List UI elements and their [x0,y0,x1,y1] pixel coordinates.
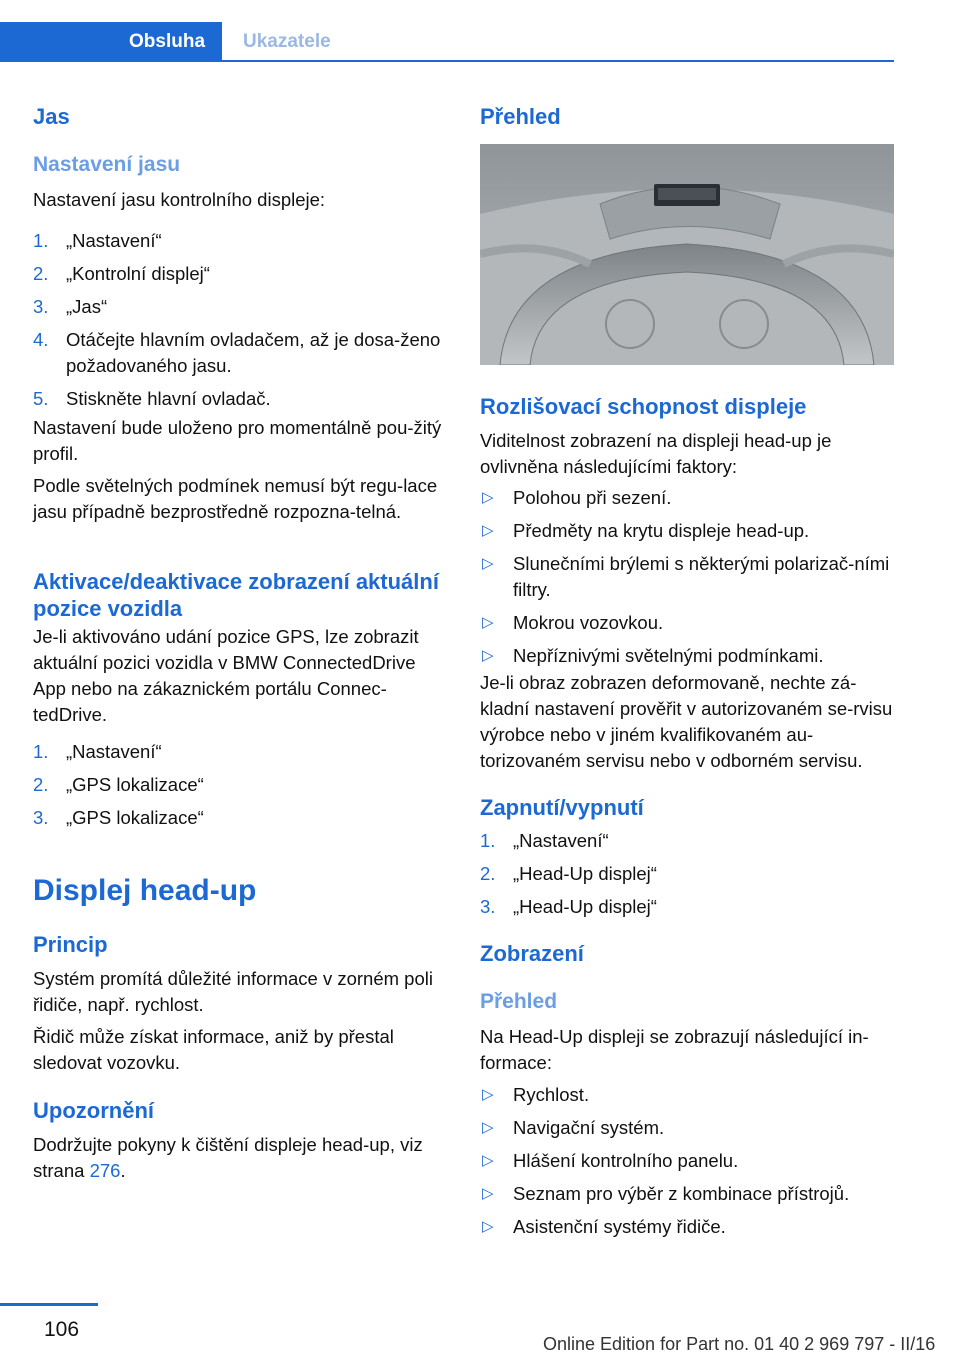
step-item [33,327,443,379]
step-number: 4. [33,329,49,350]
step-number: 5. [33,388,49,409]
section-title-aktivace: Aktivace/deaktivace zobrazení aktuální pozice vozidla [33,569,439,621]
paragraph-nastaveni-intro: Nastavení jasu kontrolního displeje: [33,189,326,210]
tab-obsluha-label: Obsluha [129,31,206,52]
bullet-text: Seznam pro výběr z kombinace přístrojů. [513,1183,850,1204]
step-number: 1. [33,741,49,762]
bullet-item [480,1181,894,1207]
paragraph-princip-1: Systém promítá důležité informace v zorném poli řidiče, např. rychlost. [33,968,433,1015]
paragraph-rozlisovaci: Viditelnost zobrazení na displeji head-up je ovlivněna následujícími faktory: [480,430,832,477]
step-item [480,828,894,854]
steps-list-jas [33,228,443,419]
section-title-princip: Princip [33,932,108,957]
header-rule [0,60,894,62]
page-number: 106 [44,1318,80,1341]
tab-ukazatele[interactable]: Ukazatele [243,31,331,52]
paragraph-aktivace: Je-li aktivováno udání pozice GPS, lze zobrazit aktuální pozici vozidla v BMW ConnectedDrive App nebo na zákaznickém portálu Connec‐tedDrive. [33,626,419,725]
step-number: 2. [33,774,49,795]
step-text: „Jas“ [66,296,108,317]
step-item [33,805,443,831]
paragraph-nastaveni-ulozeno: Nastavení bude uloženo pro momentálně pou‐žitý profil. [33,417,442,464]
bullet-text: Polohou při sezení. [513,487,672,508]
edition-text: Online Edition for Part no. 01 40 2 969 797 - II/16 [543,1334,936,1354]
upozorneni-text: Dodržujte pokyny k čištění displeje head-up, viz strana [33,1134,423,1181]
triangle-bullet-icon: ▷ [482,614,494,631]
step-text: „Nastavení“ [66,230,162,251]
bullet-item [480,1148,894,1174]
bullet-text: Hlášení kontrolního panelu. [513,1150,739,1171]
bullet-text: Mokrou vozovkou. [513,612,664,633]
step-item [480,894,894,920]
steps-list-head-up [480,828,894,927]
step-text: Stiskněte hlavní ovladač. [66,388,271,409]
step-text: „Head-Up displej“ [513,863,657,884]
step-item [33,261,443,287]
footer-rule [0,1303,98,1306]
steps-list-gps [33,739,443,838]
step-text: „GPS lokalizace“ [66,807,204,828]
step-text: „Nastavení“ [513,830,609,851]
triangle-bullet-icon: ▷ [482,1152,494,1169]
subsection-title-prehled: Přehled [480,990,558,1013]
triangle-bullet-icon: ▷ [482,1218,494,1235]
step-text: „Kontrolní displej“ [66,263,210,284]
step-item [33,386,443,412]
bullet-item [480,643,894,669]
step-number: 3. [33,807,49,828]
section-title-jas: Jas [33,104,70,129]
step-item [33,294,443,320]
step-text: „Head-Up displej“ [513,896,657,917]
bullet-text: Navigační systém. [513,1117,665,1138]
triangle-bullet-icon: ▷ [482,1185,494,1202]
step-item [33,228,443,254]
bullet-text: Slunečními brýlemi s některými polarizač‐ními filtry. [513,553,890,600]
triangle-bullet-icon: ▷ [482,489,494,506]
step-number: 2. [33,263,49,284]
bullet-text: Předměty na krytu displeje head-up. [513,520,810,541]
bullet-item [480,1115,894,1141]
header-tabs [0,22,894,62]
triangle-bullet-icon: ▷ [482,1086,494,1103]
bullet-text: Rychlost. [513,1084,590,1105]
tab-obsluha[interactable] [0,22,222,60]
bullet-item [480,1214,894,1240]
dashboard-illustration [480,144,894,365]
step-number: 1. [33,230,49,251]
step-item [33,772,443,798]
subsection-title-nastaveni-jasu: Nastavení jasu [33,153,181,176]
display-items-list [480,1082,894,1247]
bullet-item [480,485,894,511]
triangle-bullet-icon: ▷ [482,1119,494,1136]
head-up-display-figure [480,144,894,365]
paragraph-svetelne-podminky: Podle světelných podmínek nemusí být regu‐lace jasu případně bezprostředně rozpozna‐telná. [33,475,438,522]
paragraph-princip-2: Řidič může získat informace, aniž by přestal sledovat vozovku. [33,1026,394,1073]
bullet-text: Asistenční systémy řidiče. [513,1216,726,1237]
step-number: 3. [480,896,496,917]
section-title-zobrazeni: Zobrazení [480,941,584,966]
step-item [480,861,894,887]
paragraph-prehled: Na Head-Up displeji se zobrazují následující in‐formace: [480,1026,869,1073]
section-title-zapnuti: Zapnutí/vypnutí [480,795,644,820]
upozorneni-end: . [120,1160,126,1181]
triangle-bullet-icon: ▷ [482,522,494,539]
step-text: „Nastavení“ [66,741,162,762]
factors-list [480,485,894,676]
bullet-item [480,551,894,603]
section-title-prehled: Přehled [480,104,561,129]
triangle-bullet-icon: ▷ [482,555,494,572]
triangle-bullet-icon: ▷ [482,647,494,664]
bullet-item [480,610,894,636]
step-text: „GPS lokalizace“ [66,774,204,795]
section-title-upozorneni: Upozornění [33,1098,154,1123]
bullet-item [480,1082,894,1108]
bullet-text: Nepříznivými světelnými podmínkami. [513,645,824,666]
step-item [33,739,443,765]
step-number: 1. [480,830,496,851]
step-text: Otáčejte hlavním ovladačem, až je dosa‐ženo požadovaného jasu. [66,329,441,376]
paragraph-deformace: Je-li obraz zobrazen deformovaně, nechte zá‐kladní nastavení prověřit v autorizovaném se‐rvisu výrobce nebo v jiném kvalifikovaném au‐torizovaném servisu nebo v odborném servisu. [480,672,893,771]
page-link-276[interactable]: 276 [89,1160,121,1181]
step-number: 3. [33,296,49,317]
step-number: 2. [480,863,496,884]
paragraph-upozorneni [33,1132,443,1184]
bullet-item [480,518,894,544]
chapter-title-displej-head-up: Displej head-up [33,874,257,907]
section-title-rozlisovaci: Rozlišovací schopnost displeje [480,394,807,419]
